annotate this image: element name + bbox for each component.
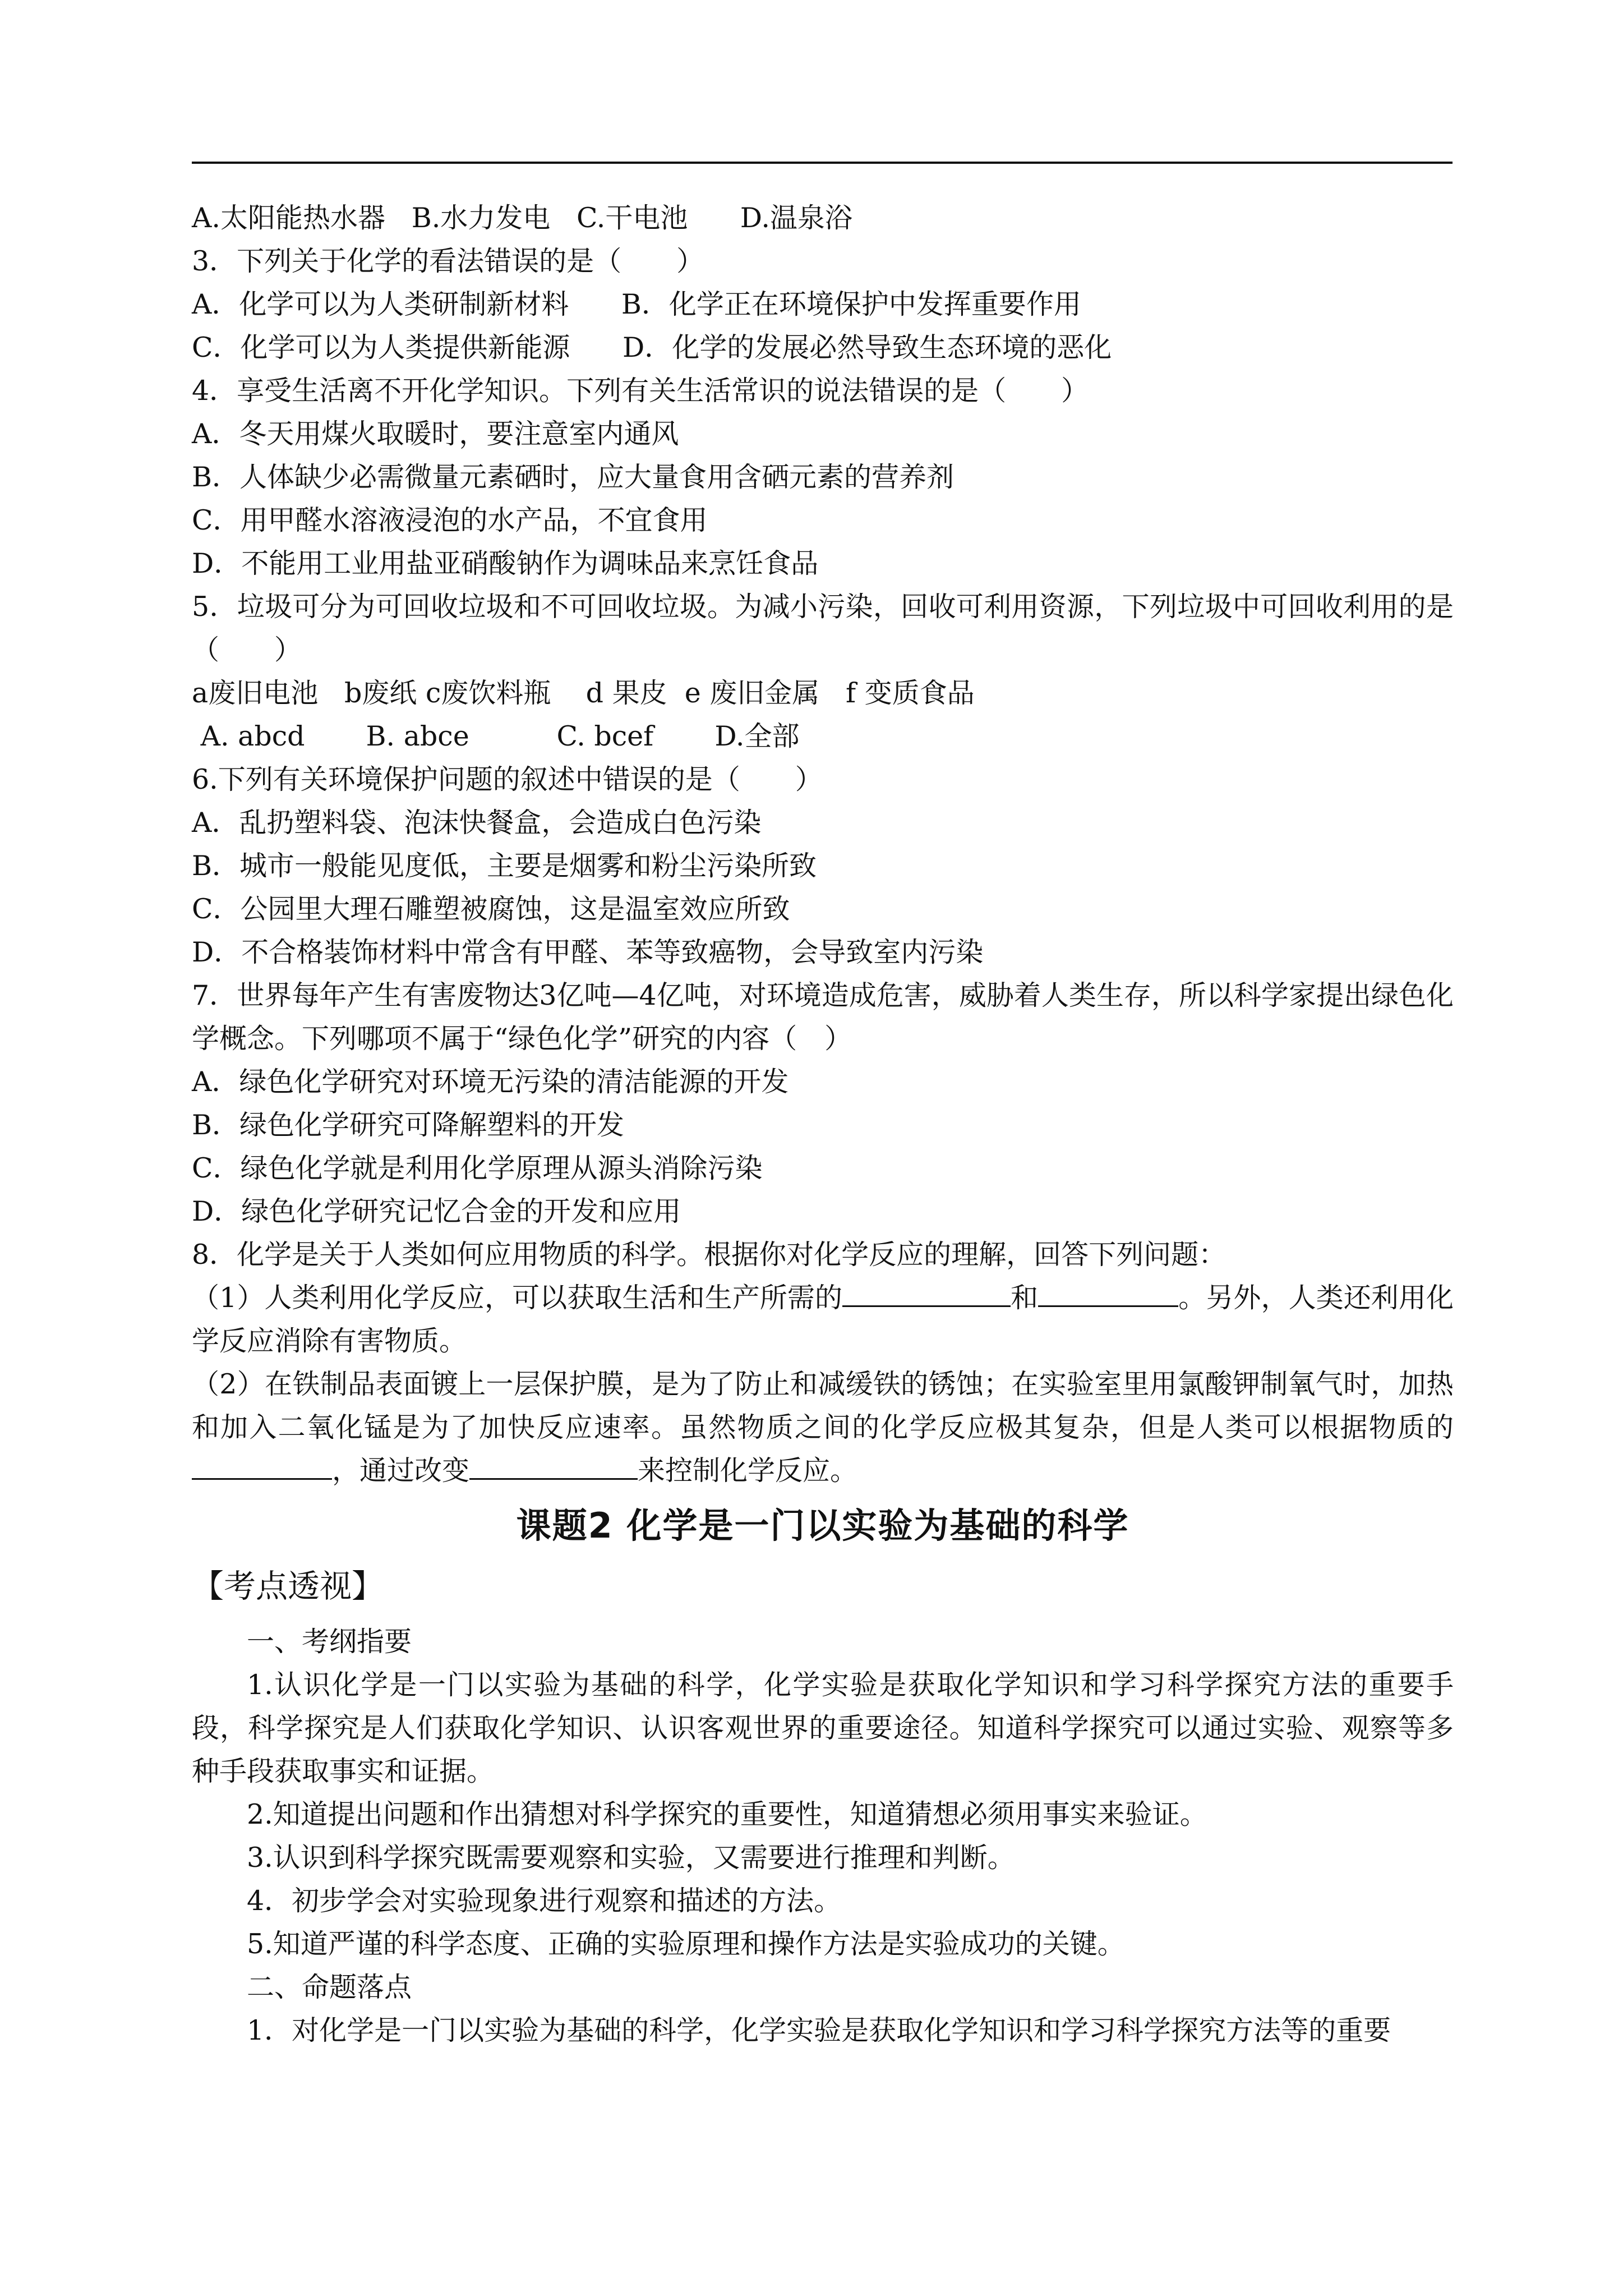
paragraph-2: 2.知道提出问题和作出猜想对科学探究的重要性，知道猜想必须用事实来验证。 bbox=[247, 1798, 1207, 1830]
q7-option-c: C．绿色化学就是利用化学原理从源头消除污染 bbox=[192, 1152, 763, 1184]
q6-option-d: D．不合格装饰材料中常含有甲醛、苯等致癌物，会导致室内污染 bbox=[192, 936, 984, 968]
q5-options: A. abcd B. abce C. bcef D.全部 bbox=[192, 720, 800, 752]
q6-stem: 6.下列有关环境保护问题的叙述中错误的是（ ） bbox=[192, 763, 823, 795]
q8-part2-text-a: （2）在铁制品表面镀上一层保护膜，是为了防止和减缓铁的锈蚀；在实验室里用氯酸钾制氧气时，加热和加入二氧化锰是为了加快反应速率。虽然物质之间的化学反应极其复杂，但是人类可以根据物质的 bbox=[192, 1368, 1454, 1443]
answer-blank[interactable] bbox=[469, 1452, 638, 1480]
paragraph-1: 1.认识化学是一门以实验为基础的科学，化学实验是获取化学知识和学习科学探究方法的重要手段，科学探究是人们获取化学知识、认识客观世界的重要途径。知道科学探究可以通过实验、观察等多种手段获取事实和证据。 bbox=[192, 1669, 1454, 1787]
q4-option-a: A．冬天用煤火取暖时，要注意室内通风 bbox=[192, 418, 679, 450]
paragraph-5: 5.知道严谨的科学态度、正确的实验原理和操作方法是实验成功的关键。 bbox=[247, 1928, 1125, 1960]
q8-part2-text-b: ，通过改变 bbox=[332, 1455, 470, 1487]
q8-part2 bbox=[192, 1363, 1454, 1492]
answer-blank[interactable] bbox=[1038, 1280, 1178, 1307]
q5-stem: 5．垃圾可分为可回收垃圾和不可回收垃圾。为减小污染，回收可利用资源，下列垃圾中可回收利用的是 （ ） bbox=[192, 591, 1454, 666]
q8-stem: 8．化学是关于人类如何应用物质的科学。根据你对化学反应的理解，回答下列问题： bbox=[192, 1239, 1227, 1271]
answer-blank[interactable] bbox=[842, 1280, 1011, 1307]
q3-options-ab: A．化学可以为人类研制新材料 B．化学正在环境保护中发挥重要作用 bbox=[192, 288, 1081, 320]
document-body bbox=[192, 196, 1454, 2052]
q4-option-c: C．用甲醛水溶液浸泡的水产品，不宜食用 bbox=[192, 504, 708, 536]
q5-items: a废旧电池 b废纸 c废饮料瓶 d 果皮 e 废旧金属 f 变质食品 bbox=[192, 677, 975, 709]
q3-stem: 3．下列关于化学的看法错误的是（ ） bbox=[192, 245, 704, 277]
q8-part2-text-c: 来控制化学反应。 bbox=[638, 1455, 858, 1487]
q8-part1-text-c: 。另外，人类还利用化学反应消除有害物质。 bbox=[192, 1282, 1454, 1357]
paragraph-3: 3.认识到科学探究既需要观察和实验，又需要进行推理和判断。 bbox=[247, 1842, 1015, 1874]
q7-option-a: A．绿色化学研究对环境无污染的清洁能源的开发 bbox=[192, 1066, 789, 1098]
section-heading-kaodian: 【考点透视】 bbox=[192, 1568, 384, 1605]
q8-part1-text-a: （1）人类利用化学反应，可以获取生活和生产所需的 bbox=[192, 1282, 843, 1314]
subheading-kaogang: 一、考纲指要 bbox=[247, 1626, 412, 1658]
q4-stem: 4．享受生活离不开化学知识。下列有关生活常识的说法错误的是（ ） bbox=[192, 375, 1089, 407]
subheading-mingti: 二、命题落点 bbox=[247, 1971, 412, 2003]
q6-option-b: B．城市一般能见度低，主要是烟雾和粉尘污染所致 bbox=[192, 850, 817, 882]
q7-stem: 7．世界每年产生有害废物达3亿吨—4亿吨，对环境造成危害，威胁着人类生存，所以科学家提出绿色化学概念。下列哪项不属于“绿色化学”研究的内容（ ） bbox=[192, 979, 1454, 1055]
q4-option-d: D．不能用工业用盐亚硝酸钠作为调味品来烹饪食品 bbox=[192, 547, 819, 579]
q4-option-b: B．人体缺少必需微量元素硒时，应大量食用含硒元素的营养剂 bbox=[192, 461, 955, 493]
q8-part1 bbox=[192, 1276, 1454, 1363]
q6-option-c: C．公园里大理石雕塑被腐蚀，这是温室效应所致 bbox=[192, 893, 790, 925]
q8-part1-text-b: 和 bbox=[1011, 1282, 1039, 1314]
lesson-title: 课题2 化学是一门以实验为基础的科学 bbox=[516, 1505, 1129, 1546]
header-rule bbox=[192, 162, 1453, 164]
q3-options-cd: C．化学可以为人类提供新能源 D．化学的发展必然导致生态环境的恶化 bbox=[192, 332, 1112, 364]
answer-blank[interactable] bbox=[192, 1452, 332, 1480]
q7-option-b: B．绿色化学研究可降解塑料的开发 bbox=[192, 1109, 625, 1141]
paragraph-6: 1．对化学是一门以实验为基础的科学，化学实验是获取化学知识和学习科学探究方法等的重要 bbox=[247, 2014, 1391, 2046]
q2-options: A.太阳能热水器 B.水力发电 C.干电池 D.温泉浴 bbox=[192, 202, 852, 234]
paragraph-4: 4．初步学会对实验现象进行观察和描述的方法。 bbox=[247, 1885, 842, 1917]
q7-option-d: D．绿色化学研究记忆合金的开发和应用 bbox=[192, 1195, 681, 1227]
q6-option-a: A．乱扔塑料袋、泡沫快餐盒，会造成白色污染 bbox=[192, 807, 762, 839]
